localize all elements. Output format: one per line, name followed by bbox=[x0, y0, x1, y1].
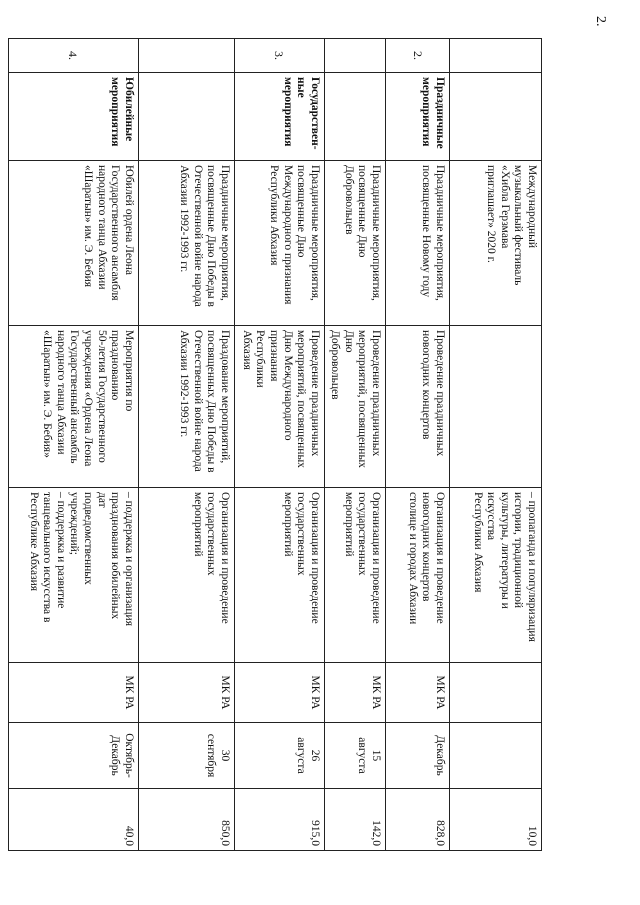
row-organizer: МК РА bbox=[138, 663, 234, 723]
row-date bbox=[8, 723, 138, 789]
row-category bbox=[386, 73, 450, 161]
row-description-line: Абхазии 1992-1993 гг. bbox=[178, 330, 191, 438]
row-event-line: Абхазии 1992-1993 гг. bbox=[178, 165, 191, 273]
row-description-line: народного танца Абхазии bbox=[54, 330, 67, 455]
row-purpose-line: культуры, литературы и bbox=[498, 492, 511, 609]
budget-table bbox=[8, 38, 542, 851]
row-purpose-line: государственных bbox=[356, 492, 369, 576]
table-row bbox=[324, 39, 385, 851]
row-number bbox=[450, 39, 542, 73]
row-event-line: Международного признания bbox=[281, 165, 294, 305]
row-date bbox=[234, 723, 324, 789]
row-event-line: Государственного ансамбля bbox=[109, 165, 122, 301]
row-description-line: мероприятий, посвященных bbox=[295, 330, 308, 468]
row-purpose bbox=[450, 488, 542, 663]
row-number: 2. bbox=[386, 39, 450, 73]
row-date-line: августа bbox=[295, 737, 308, 774]
table-row bbox=[386, 39, 450, 851]
row-description-line: учреждения «Ордена Леона bbox=[82, 330, 95, 467]
row-date-line: 15 bbox=[370, 749, 382, 762]
row-event-line: Добровольцев bbox=[342, 165, 355, 235]
row-category bbox=[8, 73, 138, 161]
row-event-line: посвященные Дню bbox=[295, 165, 308, 258]
row-event-line: Праздничные мероприятия, bbox=[218, 165, 231, 301]
row-organizer: МК РА bbox=[324, 663, 385, 723]
row-purpose-line: мероприятий bbox=[191, 492, 204, 557]
row-description-line: Мероприятия по празднованию bbox=[109, 330, 135, 412]
row-date bbox=[450, 723, 542, 789]
row-number: 4. bbox=[8, 39, 138, 73]
row-category-line: ные bbox=[295, 77, 308, 98]
row-date-line: Октябрь- bbox=[122, 733, 135, 778]
row-event-line: посвященные Дню bbox=[356, 165, 369, 258]
row-amount: 142,0 bbox=[324, 789, 385, 851]
row-description-line: Проведение праздничных bbox=[308, 330, 321, 457]
row-organizer: МК РА bbox=[386, 663, 450, 723]
row-event-line: посвященные Новому году bbox=[420, 165, 433, 298]
row-description-line: Республики bbox=[254, 330, 267, 388]
row-description bbox=[138, 326, 234, 488]
row-purpose bbox=[8, 488, 138, 663]
row-event-line: посвященные Дню Победы в bbox=[205, 165, 218, 307]
row-purpose bbox=[234, 488, 324, 663]
row-description-line: Отечественной войне народа bbox=[191, 330, 204, 472]
row-organizer: МК РА bbox=[234, 663, 324, 723]
row-event-line: Международный bbox=[526, 165, 538, 249]
row-description-line: Проведение праздничных bbox=[370, 330, 382, 457]
row-purpose-line: Организация и проведение bbox=[370, 492, 382, 624]
row-purpose-line: подведомственных bbox=[82, 492, 95, 585]
row-purpose-line: государственных bbox=[205, 492, 218, 576]
row-date bbox=[138, 723, 234, 789]
row-purpose-line: столице и городах Абхазии bbox=[406, 492, 419, 625]
row-category-line: Праздничные bbox=[434, 77, 446, 149]
row-number: 3. bbox=[234, 39, 324, 73]
row-event-line: Праздничные мероприятия, bbox=[434, 165, 446, 301]
row-description-line: Государственный ансамбль bbox=[68, 330, 81, 464]
row-description-line: Дню Международного признания bbox=[268, 330, 294, 441]
row-amount: 10,0 bbox=[450, 789, 542, 851]
row-event-line: Праздничные мероприятия, bbox=[370, 165, 382, 301]
table-row bbox=[450, 39, 542, 851]
row-category-line: мероприятия bbox=[281, 77, 294, 147]
row-category-line: Юбилейные bbox=[122, 77, 135, 142]
row-purpose-line: – поддержка и развитие bbox=[54, 492, 67, 609]
table-row bbox=[8, 39, 138, 851]
row-purpose-line: государственных bbox=[295, 492, 308, 576]
row-description bbox=[450, 326, 542, 488]
row-event bbox=[324, 161, 385, 326]
table-row bbox=[138, 39, 234, 851]
row-number bbox=[324, 39, 385, 73]
row-purpose-line: истории, традиционной bbox=[512, 492, 525, 608]
row-organizer bbox=[450, 663, 542, 723]
row-category bbox=[138, 73, 234, 161]
row-event-line: Отечественной войне народа bbox=[191, 165, 204, 307]
row-event bbox=[450, 161, 542, 326]
row-description-line: мероприятий, посвященных Дню bbox=[342, 330, 369, 468]
row-category bbox=[234, 73, 324, 161]
row-purpose bbox=[138, 488, 234, 663]
row-description-line: «Шаратын» им. Э. Бебия» bbox=[41, 330, 54, 458]
row-description bbox=[386, 326, 450, 488]
row-description-line: Добровольцев bbox=[329, 330, 342, 400]
row-purpose bbox=[386, 488, 450, 663]
row-description-line: Проведение праздничных bbox=[434, 330, 446, 457]
row-purpose-line: Республике Абхазия bbox=[27, 492, 40, 592]
table-row bbox=[234, 39, 324, 851]
row-date-line: августа bbox=[356, 737, 369, 774]
row-event-line: народного танца Абхазии bbox=[95, 165, 108, 290]
row-description bbox=[8, 326, 138, 488]
row-event bbox=[386, 161, 450, 326]
row-purpose-line: мероприятий bbox=[281, 492, 294, 557]
row-amount: 828,0 bbox=[386, 789, 450, 851]
row-date-line: Декабрь bbox=[109, 735, 122, 776]
row-purpose-line: Организация и проведение bbox=[218, 492, 231, 624]
row-purpose-line: Республики Абхазия bbox=[471, 492, 484, 593]
row-event-line: Республики Абхазия bbox=[268, 165, 281, 266]
row-description-line: новогодних концертов bbox=[420, 330, 433, 440]
row-date-line: Декабрь bbox=[434, 735, 446, 776]
row-description-line: посвященных Дню Победы в bbox=[205, 330, 218, 473]
row-purpose-line: – пропаганда и популяризация bbox=[526, 492, 538, 642]
row-event bbox=[234, 161, 324, 326]
row-description bbox=[324, 326, 385, 488]
row-purpose-line: Организация и проведение bbox=[434, 492, 446, 624]
row-category-line: мероприятия bbox=[109, 77, 122, 147]
row-purpose-line: учреждений; bbox=[68, 492, 81, 555]
row-category bbox=[324, 73, 385, 161]
row-purpose bbox=[324, 488, 385, 663]
row-amount: 40,0 bbox=[8, 789, 138, 851]
row-description-line: Праздование мероприятий, bbox=[218, 330, 231, 464]
row-event-line: «Хибла Герзмава bbox=[498, 165, 511, 249]
row-purpose-line: празднования юбилейных bbox=[109, 492, 122, 620]
row-number bbox=[138, 39, 234, 73]
row-description-line: 50-летия Государственного bbox=[95, 330, 108, 463]
row-category bbox=[450, 73, 542, 161]
row-purpose-line: новогодних концертов bbox=[420, 492, 433, 602]
row-category-line: мероприятия bbox=[420, 77, 433, 147]
row-organizer: МК РА bbox=[8, 663, 138, 723]
page-number: 2. bbox=[593, 16, 608, 27]
row-event-line: Юбилей ордена Леона bbox=[122, 165, 135, 275]
row-description-line: Абхазия bbox=[240, 330, 253, 370]
row-event-line: Праздничные мероприятия, bbox=[308, 165, 321, 301]
row-amount: 850,0 bbox=[138, 789, 234, 851]
row-purpose-line: Организация и проведение bbox=[308, 492, 321, 624]
row-purpose-line: мероприятий bbox=[342, 492, 355, 557]
row-purpose-line: – поддержка и организация bbox=[122, 492, 135, 626]
row-event-line: музыкальный фестиваль bbox=[512, 165, 525, 286]
row-description bbox=[234, 326, 324, 488]
row-event-line: приглашает» 2020 г. bbox=[485, 165, 498, 263]
row-amount: 915,0 bbox=[234, 789, 324, 851]
row-date bbox=[324, 723, 385, 789]
row-purpose-line: дат bbox=[95, 492, 108, 508]
row-date-line: 30 bbox=[218, 749, 231, 762]
row-purpose-line: танцевального искусства в bbox=[41, 492, 54, 623]
row-purpose-line: искусства bbox=[485, 492, 498, 541]
row-date-line: 26 bbox=[308, 749, 321, 762]
row-date-line: сентября bbox=[205, 733, 218, 778]
row-event bbox=[8, 161, 138, 326]
row-event bbox=[138, 161, 234, 326]
row-event-line: «Шаратын» им. Э. Бебия bbox=[82, 165, 95, 288]
row-date bbox=[386, 723, 450, 789]
row-category-line: Государствен- bbox=[308, 77, 321, 150]
